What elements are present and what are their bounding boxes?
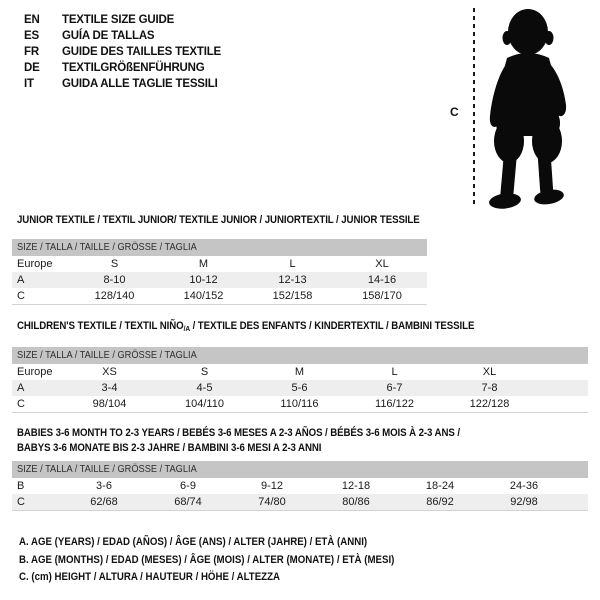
cell: 3-6 [96, 480, 112, 492]
filler-cell [566, 494, 588, 511]
lang-row-es [24, 28, 221, 44]
lang-label: TEXTILE SIZE GUIDE [62, 14, 175, 26]
size-header-bar [12, 347, 588, 364]
row-label: Europe [17, 258, 53, 270]
lang-code: IT [24, 78, 34, 90]
cell: XS [102, 366, 117, 378]
cell: S [200, 366, 209, 378]
junior-table-title-text: JUNIOR TEXTILE / TEXTIL JUNIOR/ TEXTILE JUNIOR / JUNIORTEXTIL / JUNIOR TESSILE [17, 214, 420, 226]
cell: 12-18 [341, 480, 371, 492]
title-pre: CHILDREN'S TEXTILE / TEXTIL NIÑO [17, 320, 184, 332]
toddler-silhouette-image [482, 4, 594, 210]
footnote-b-text: B. AGE (MONTHS) / EDAD (MESES) / ÂGE (MOIS) / ALTER (MONATE) / ETÀ (MESI) [19, 553, 395, 566]
cell: 7-8 [481, 382, 498, 394]
size-header-bar [12, 461, 588, 478]
row-label: A [17, 274, 25, 286]
cell: 8-10 [103, 274, 126, 286]
height-measure-label: C [450, 105, 459, 119]
table-row [12, 478, 588, 494]
cell: S [110, 258, 119, 270]
table-row [12, 494, 588, 511]
row-label: C [17, 398, 25, 410]
cell: 74/80 [258, 496, 286, 508]
cell: 68/74 [174, 496, 202, 508]
footnote-c-text: C. (cm) HEIGHT / ALTURA / HAUTEUR / HÖHE / ALTEZZA [19, 571, 281, 583]
footnote-c [19, 569, 446, 587]
cell: 110/116 [280, 398, 319, 410]
children-table-title-text [17, 320, 474, 333]
cell: 140/152 [183, 290, 224, 302]
cell: 24-36 [509, 480, 539, 492]
size-header-text: SIZE / TALLA / TAILLE / GRÖSSE / TAGLIA [17, 241, 197, 253]
babies-table-title [17, 426, 520, 455]
cell: 12-13 [278, 274, 307, 286]
lang-row-fr [24, 44, 221, 60]
title-subscript: /A [183, 324, 191, 333]
lang-code: DE [24, 62, 40, 74]
table-row [12, 364, 588, 380]
table-row [12, 256, 427, 272]
cell: 92/98 [510, 496, 538, 508]
footnote-a [19, 534, 446, 552]
footnote-a-text: A. AGE (YEARS) / EDAD (AÑOS) / ÂGE (ANS) / ALTER (JAHRE) / ETÀ (ANNI) [19, 536, 368, 548]
cell: 98/104 [92, 398, 127, 410]
cell: 3-4 [101, 382, 118, 394]
cell: 62/68 [90, 496, 118, 508]
cell: 14-16 [367, 274, 397, 286]
row-label: Europe [17, 366, 53, 378]
cell: L [391, 366, 398, 378]
size-header-bar [12, 239, 427, 256]
footnotes [19, 534, 446, 587]
lang-code: FR [24, 46, 39, 58]
cell: 158/170 [362, 290, 402, 302]
row-label: A [17, 382, 25, 394]
table-row [12, 380, 588, 396]
height-measure-dashed-line [473, 8, 475, 206]
children-size-table [12, 347, 588, 413]
lang-label: TEXTILGRÖßENFÜHRUNG [62, 62, 205, 74]
cell: 104/110 [185, 398, 224, 410]
lang-row-it [24, 76, 221, 92]
filler-cell [537, 364, 588, 380]
lang-code: EN [24, 14, 40, 26]
table-row [12, 396, 588, 413]
cell: 9-12 [260, 480, 284, 492]
language-title-list [24, 12, 221, 92]
lang-row-en [24, 12, 221, 28]
filler-cell [566, 478, 588, 494]
size-header-text: SIZE / TALLA / TAILLE / GRÖSSE / TAGLIA [17, 463, 197, 475]
cell: 128/140 [94, 290, 135, 302]
size-header-text: SIZE / TALLA / TAILLE / GRÖSSE / TAGLIA [17, 349, 197, 361]
footnote-b [19, 552, 446, 570]
cell: M [198, 258, 209, 270]
table-row [12, 272, 427, 288]
row-label: B [17, 480, 25, 492]
children-table-title [17, 320, 537, 333]
cell: 4-5 [196, 382, 213, 394]
cell: 6-7 [386, 382, 403, 394]
table-row [12, 288, 427, 305]
filler-cell [537, 396, 588, 413]
babies-size-table [12, 461, 588, 511]
row-label: C [17, 496, 25, 508]
cell: 80/86 [342, 496, 370, 508]
junior-size-table [12, 239, 427, 305]
lang-label: GUIDE DES TAILLES TEXTILE [62, 46, 221, 58]
lang-label: GUÍA DE TALLAS [62, 30, 155, 42]
cell: XL [375, 258, 389, 270]
cell: 10-12 [189, 274, 218, 286]
cell: L [289, 258, 296, 270]
cell: 86/92 [426, 496, 454, 508]
lang-code: ES [24, 30, 39, 42]
lang-row-de [24, 60, 221, 76]
cell: 18-24 [425, 480, 455, 492]
cell: 152/158 [272, 290, 313, 302]
babies-title-line2: BABYS 3-6 MONATE BIS 2-3 JAHRE / BAMBINI 3-6 MESI A 2-3 ANNI [17, 441, 322, 454]
title-post: / TEXTILE DES ENFANTS / KINDERTEXTIL / BAMBINI TESSILE [190, 320, 475, 332]
cell: XL [482, 366, 497, 378]
cell: 5-6 [291, 382, 308, 394]
cell: 6-9 [180, 480, 196, 492]
lang-label: GUIDA ALLE TAGLIE TESSILI [62, 78, 218, 90]
cell: 116/122 [375, 398, 414, 410]
row-label: C [17, 290, 25, 302]
babies-title-line1: BABIES 3-6 MONTH TO 2-3 YEARS / BEBÉS 3-6 MESES A 2-3 AÑOS / BÉBÉS 3-6 MOIS À 2-3 ANS / [17, 427, 460, 439]
cell: M [294, 366, 305, 378]
cell: 122/128 [469, 398, 510, 410]
junior-table-title [17, 214, 475, 226]
filler-cell [537, 380, 588, 396]
